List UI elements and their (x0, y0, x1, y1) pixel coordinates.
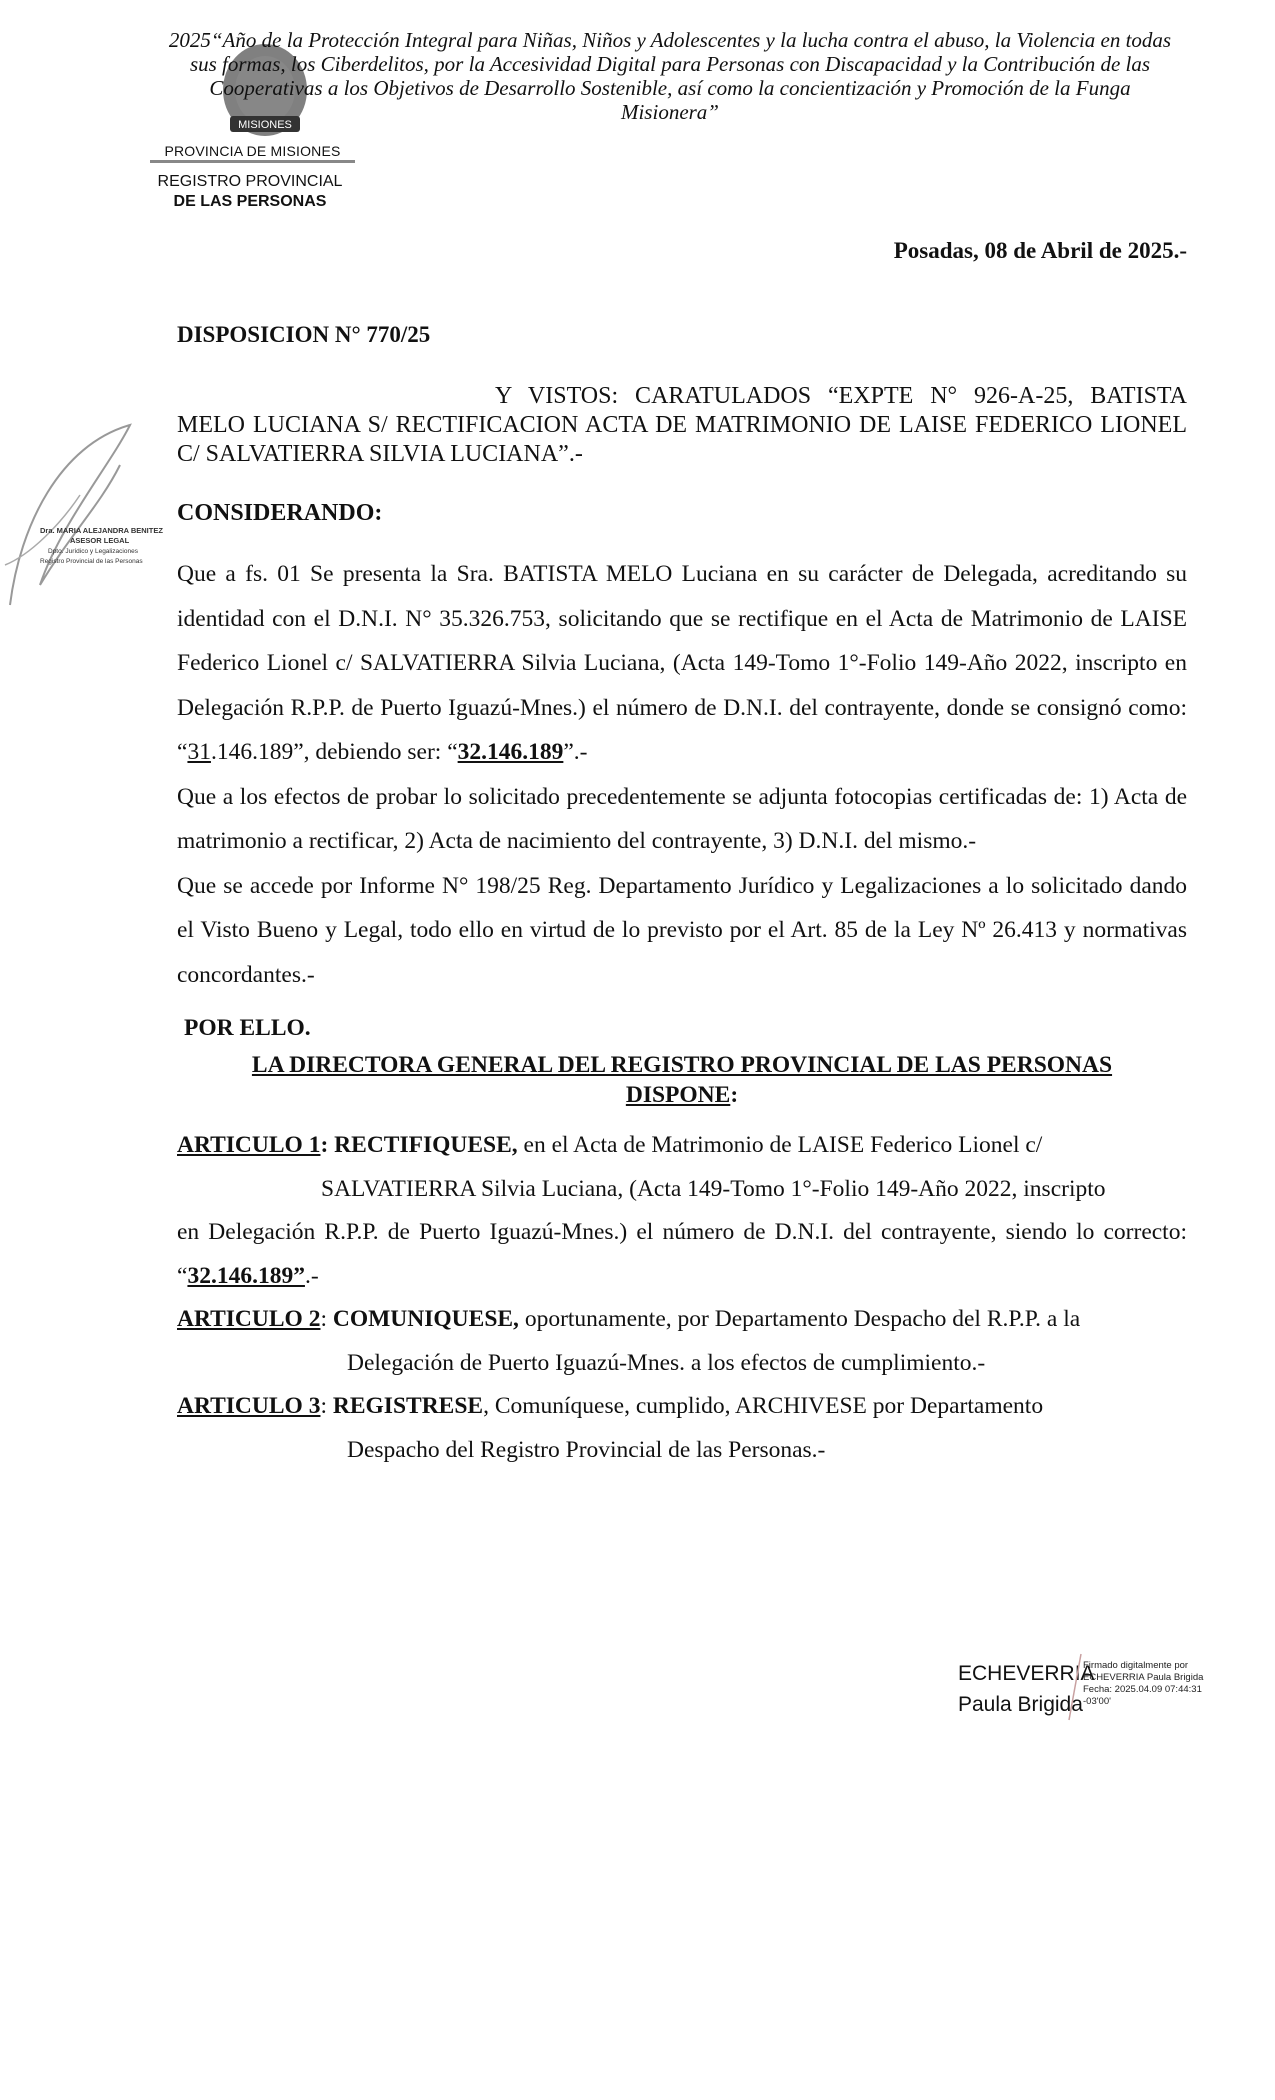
article-3: ARTICULO 3: REGISTRESE, Comuníquese, cumplido, ARCHIVESE por Departamento Despacho del Registro Provincial de las Personas.- (177, 1393, 1044, 1463)
considerando-paragraph-1: Que a fs. 01 Se presenta la Sra. BATISTA MELO Luciana en su carácter de Delegada, acreditando su identidad con el D.N.I. N° 35.326.753, solicitando que se rectifique en el Acta de Matrimonio de LAISE Federico Lionel c/ SALVATIERRA Silvia Luciana, (Acta 149-Tomo 1°-Folio 149-Año 2022, inscripto en Delegación R.P.P. de Puerto Iguazú-Mnes.) el número de D.N.I. del contrayente, donde se consignó como: “31.146.189”, debiendo ser: “32.146.189”.- (177, 561, 1187, 765)
article-1: ARTICULO 1: RECTIFIQUESE, en el Acta de Matrimonio de LAISE Federico Lionel c/ SALVATIERRA Silvia Luciana, (Acta 149-Tomo 1°-Folio 149-Año 2022, inscripto en Delegación R.P.P. de Puerto Iguazú-Mnes.) el número de D.N.I. del contrayente, siendo lo correcto: “32.146.189”.- (177, 1132, 1187, 1289)
considerando-paragraph-3: Que se accede por Informe N° 198/25 Reg. Departamento Jurídico y Legalizaciones a lo solicitado dando el Visto Bueno y Legal, todo ello en virtud de lo previsto por el Art. 85 de la Ley Nº 26.413 y normativas concordantes.- (177, 872, 1187, 988)
svg-text:Dpto. Jurídico y Legalizacione: Dpto. Jurídico y Legalizaciones (48, 548, 138, 555)
svg-text:Dra. MARIA ALEJANDRA BENITEZ: Dra. MARIA ALEJANDRA BENITEZ (40, 526, 163, 535)
article-2: ARTICULO 2: COMUNIQUESE, oportunamente, por Departamento Despacho del R.P.P. a la Delegación de Puerto Iguazú-Mnes. a los efectos de cumplimiento.- (177, 1306, 1081, 1376)
signature-divider (1065, 1652, 1085, 1722)
registry-line1: REGISTRO PROVINCIAL (157, 173, 343, 190)
dispone-line: DISPONE: (625, 1082, 739, 1108)
motto-header: 2025“Año de la Protección Integral para Niñas, Niños y Adolescentes y la lucha contra el abuso, la Violencia en todas sus formas, los Ciberdelitos, por la Accesividad Digital para Personas con Discapacidad y la Contribución de las Cooperativas a los Objetivos de Desarrollo Sostenible, así como la concientización y Promoción de la Funga Misionera” (168, 28, 1172, 124)
digital-signature-name: ECHEVERRIA Paula Brigida (958, 1662, 1095, 1716)
disposition-title: DISPOSICION N° 770/25 (177, 322, 431, 347)
considerando-paragraph-2: Que a los efectos de probar lo solicitado precedentemente se adjunta fotocopias certificadas de: 1) Acta de matrimonio a rectificar, 2) Acta de nacimiento del contrayente, 3) D.N.I. del mismo.- (177, 783, 1187, 854)
svg-text:ASESOR LEGAL: ASESOR LEGAL (70, 536, 130, 545)
directora-line: LA DIRECTORA GENERAL DEL REGISTRO PROVINCIAL DE LAS PERSONAS (251, 1052, 1113, 1078)
vistos-paragraph: Y VISTOS: CARATULADOS “EXPTE N° 926-A-25, BATISTA MELO LUCIANA S/ RECTIFICACION ACTA DE MATRIMONIO DE LAISE FEDERICO LIONEL C/ SALVATIERRA SILVIA LUCIANA”.- (177, 383, 1187, 467)
header-divider (150, 160, 355, 163)
digital-signature-metadata: Firmado digitalmente por ECHEVERRIA Paula Brigida Fecha: 2025.04.09 07:44:31 -03'00' (1083, 1660, 1204, 1707)
considerando-body (177, 552, 1187, 997)
directora-heading (177, 1050, 1187, 1110)
por-ello: POR ELLO. (184, 1015, 311, 1041)
considerando-title: CONSIDERANDO: (177, 500, 383, 526)
date-line: Posadas, 08 de Abril de 2025.- (893, 238, 1187, 263)
province-name: PROVINCIA DE MISIONES (164, 143, 341, 159)
registry-name (130, 172, 370, 212)
registry-line2: DE LAS PERSONAS (173, 193, 327, 210)
legal-advisor-stamp (0, 405, 175, 645)
svg-text:MISIONES: MISIONES (238, 119, 292, 131)
svg-text:Registro Provincial de las Per: Registro Provincial de las Personas (40, 558, 143, 565)
